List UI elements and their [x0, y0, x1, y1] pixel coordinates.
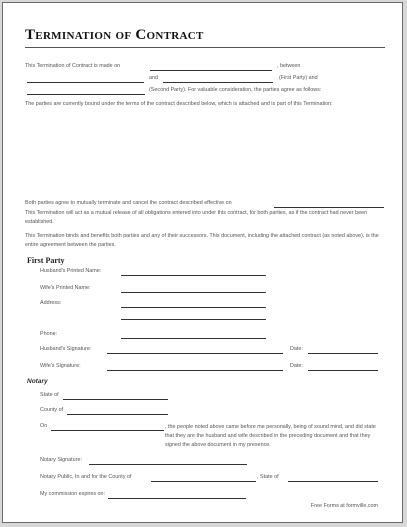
husband-date-line[interactable]: [308, 353, 378, 354]
notary-date-line[interactable]: [51, 430, 164, 431]
intro-line1b: , between: [277, 63, 301, 69]
release-paragraph: This Termination will act as a mutual release of all obligations entered into under this contract, for both parties, as if the contract had never been established.: [25, 210, 368, 225]
second-party-field-line[interactable]: [27, 94, 145, 95]
husband-name-label: Husband's Printed Name:: [40, 268, 102, 274]
notary-state-label: , State of: [257, 474, 279, 480]
notary-state-line[interactable]: [288, 481, 378, 482]
address-label: Address:: [40, 300, 62, 306]
document-page: [2, 2, 403, 523]
state-label: State of: [40, 392, 59, 398]
effective-date-line[interactable]: [274, 207, 384, 208]
address-line-2[interactable]: [121, 319, 266, 320]
phone-line[interactable]: [121, 338, 266, 339]
intro-line2b: (First Party) and: [279, 75, 318, 81]
footer-credit: Free Forms at formville.com: [310, 503, 378, 509]
notary-county-line[interactable]: [151, 481, 256, 482]
wife-date-line[interactable]: [308, 370, 378, 371]
wife-date-label: Date:: [290, 363, 303, 369]
notary-heading: Notary: [27, 378, 48, 385]
notary-sig-line[interactable]: [89, 464, 247, 465]
state-line[interactable]: [63, 399, 168, 400]
first-party-field-line[interactable]: [27, 82, 144, 83]
county-label: County of: [40, 407, 64, 413]
date-field-line[interactable]: [150, 70, 272, 71]
address-line-1[interactable]: [121, 307, 266, 308]
second-party-name-line[interactable]: [163, 82, 273, 83]
intro-paragraph: The parties are currently bound under the terms of the contract described below, which is attached and is part of this Termination:: [25, 101, 333, 107]
commission-label: My commission expires on:: [40, 491, 106, 497]
phone-label: Phone:: [40, 331, 58, 337]
intro-line1a: This Termination of Contract is made on: [25, 63, 121, 69]
first-party-heading: First Party: [27, 256, 65, 265]
commission-line[interactable]: [108, 498, 246, 499]
title-rule: [25, 47, 385, 48]
effective-text: Both parties agree to mutually terminate and cancel the contract described effective on: [25, 200, 232, 206]
notary-public-label: Notary Public, In and for the County of: [40, 474, 132, 480]
intro-line2a: and: [149, 75, 158, 81]
county-line[interactable]: [67, 414, 168, 415]
binding-paragraph: This Termination binds and benefits both parties and any of their successors. This document, including the attached contract (as noted above), is the entire agreement between the parties.: [25, 233, 379, 248]
wife-name-line[interactable]: [121, 292, 266, 293]
document-title: Termination of Contract: [25, 27, 204, 43]
notary-paragraph: , the people noted above came before me personally, being of sound mind, and did state that they are the husband and wife described in the preceding document and that they signed the above document in my presence.: [165, 424, 376, 448]
wife-name-label: Wife's Printed Name:: [40, 285, 91, 291]
husband-date-label: Date:: [290, 346, 303, 352]
intro-line3: (Second Party). For valuable consideration, the parties agree as follows:: [149, 87, 322, 93]
notary-sig-label: Notary Signature:: [40, 457, 82, 463]
notary-on-label: On: [40, 423, 48, 429]
husband-name-line[interactable]: [121, 275, 266, 276]
wife-sig-line[interactable]: [107, 370, 283, 371]
husband-sig-line[interactable]: [107, 353, 283, 354]
wife-sig-label: Wife's Signature:: [40, 363, 81, 369]
husband-sig-label: Husband's Signature:: [40, 346, 92, 352]
